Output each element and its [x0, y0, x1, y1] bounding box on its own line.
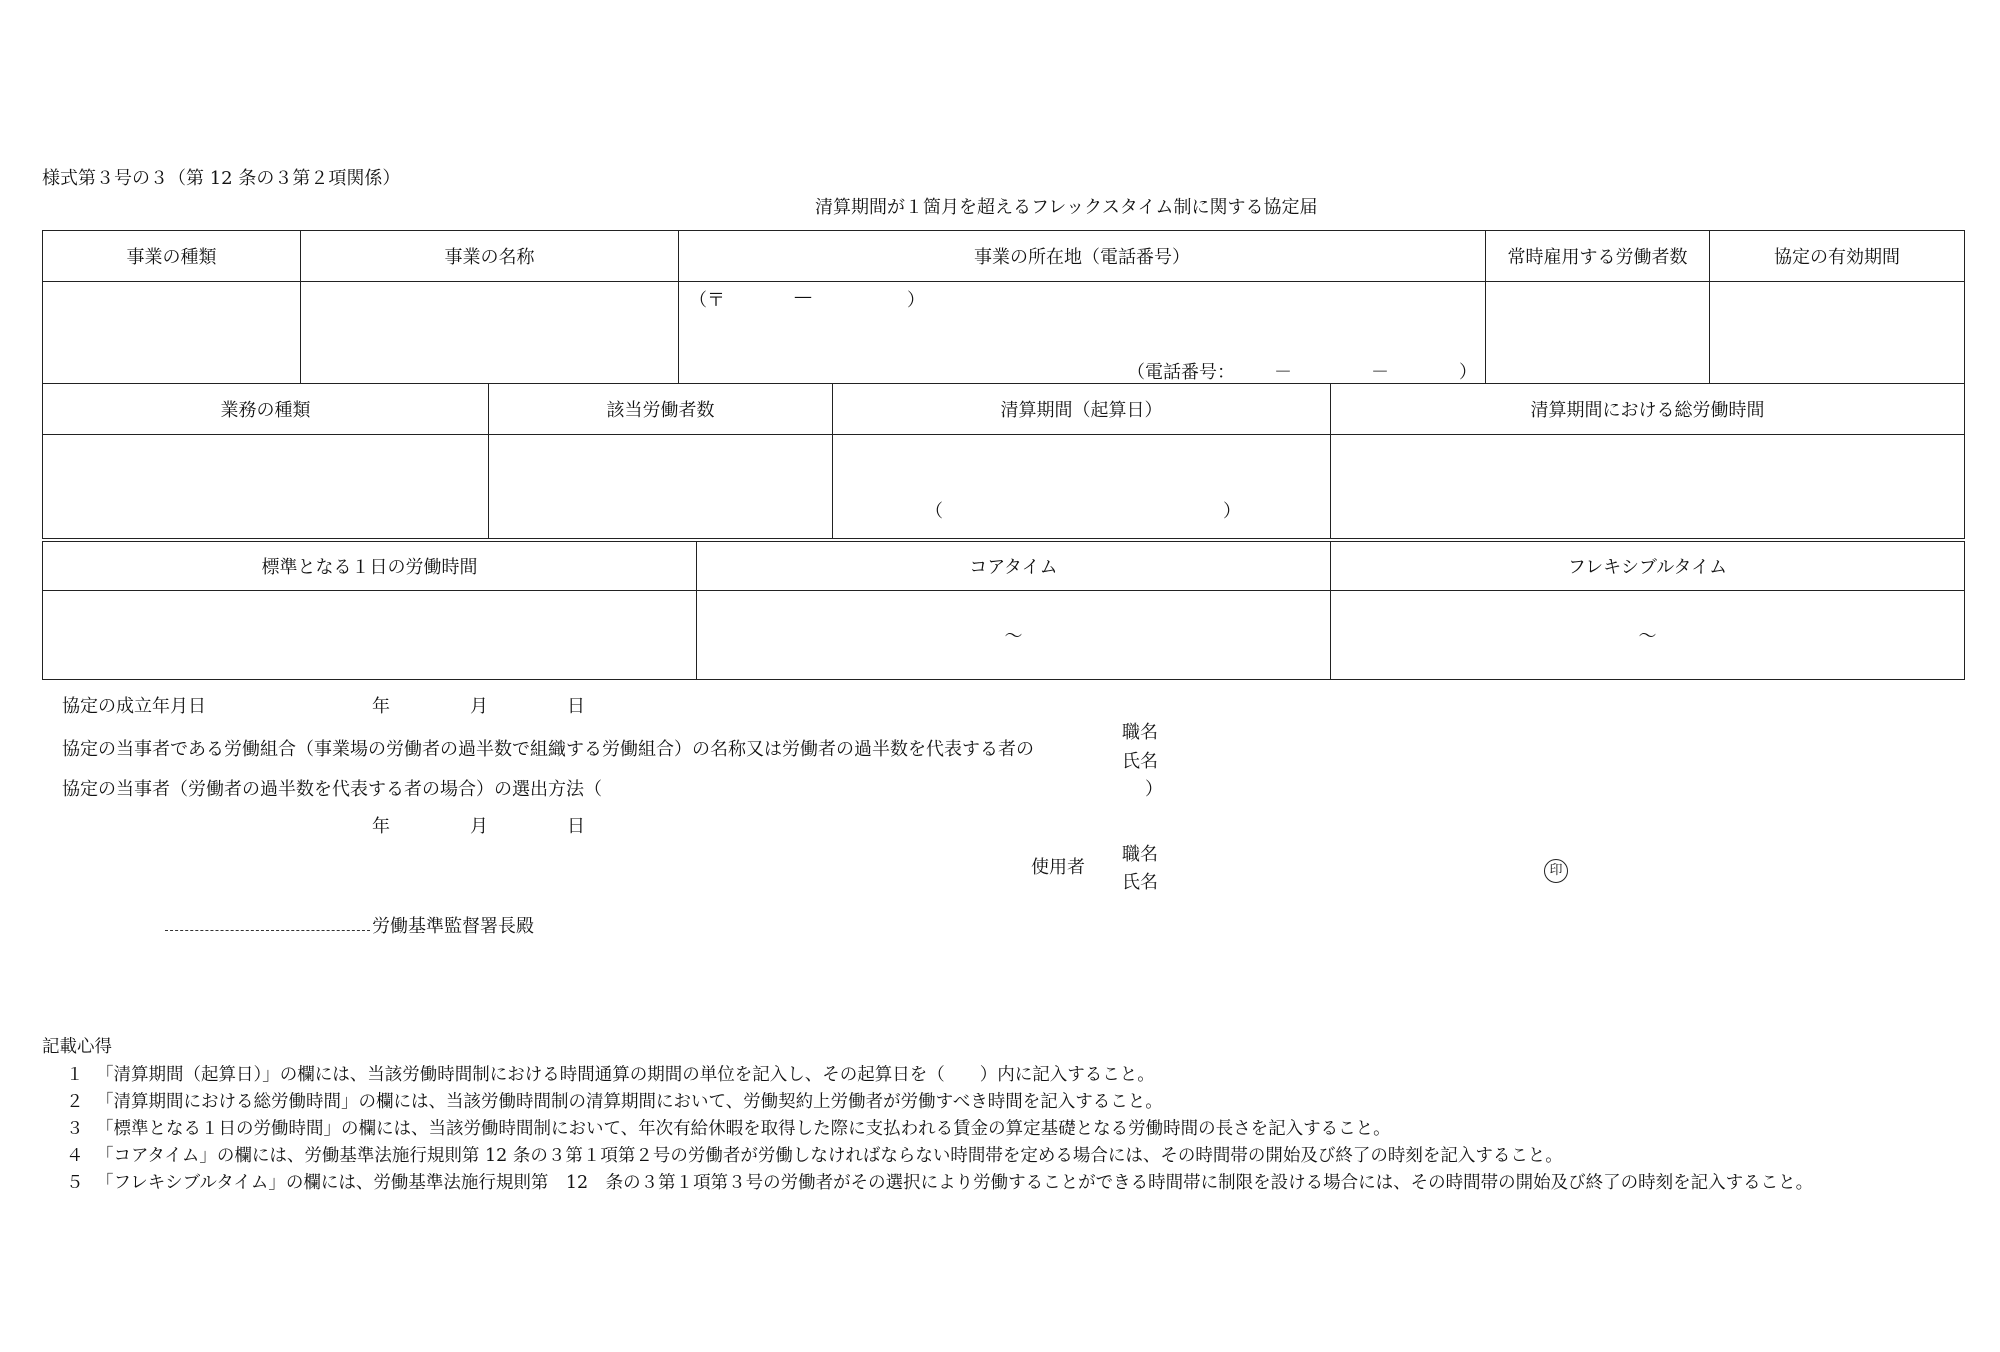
- note-text-2: 「清算期間における総労働時間」の欄には、当該労働時間制の清算期間において、労働契約上労働者が労働すべき時間を記入すること。: [96, 1092, 1163, 1112]
- agreement-day: 日: [567, 696, 585, 717]
- phone-dash-1: －: [1274, 362, 1292, 383]
- submission-month: 月: [470, 816, 488, 837]
- seal-icon: 印: [1544, 859, 1568, 883]
- employer-position-label: 職名: [1122, 844, 1158, 865]
- submission-year: 年: [372, 816, 390, 837]
- party-label: 協定の当事者である労働組合（事業場の労働者の過半数で組織する労働組合）の名称又は労働者の過半数を代表する者の: [62, 739, 1034, 760]
- header-business-location: 事業の所在地（電話番号）: [679, 231, 1486, 282]
- time-info-table: [42, 541, 1965, 680]
- header-worker-count: 常時雇用する労働者数: [1486, 231, 1710, 282]
- notes-heading: 記載心得: [42, 1037, 112, 1057]
- business-info-table: [42, 230, 1965, 384]
- header-standard-hours: 標準となる１日の労働時間: [43, 542, 697, 591]
- document-title: 清算期間が１箇月を超えるフレックスタイム制に関する協定届: [815, 197, 1318, 218]
- header-business-name: 事業の名称: [301, 231, 679, 282]
- employer-name-label: 氏名: [1122, 872, 1158, 893]
- phone-dash-2: －: [1371, 362, 1389, 383]
- employer-label: 使用者: [1031, 857, 1085, 878]
- note-text-4: 「コアタイム」の欄には、労働基準法施行規則第 12 条の３第１項第２号の労働者が労働しなければならない時間帯を定める場合には、その時間帯の開始及び終了の時刻を記入すること。: [96, 1146, 1563, 1166]
- settlement-period-field[interactable]: [833, 435, 1331, 539]
- note-number-4: ４: [66, 1146, 84, 1166]
- postal-close: ）: [907, 290, 925, 311]
- note-text-1: 「清算期間（起算日）」の欄には、当該労働時間制における時間通算の期間の単位を記入し、その起算日を（ ）内に記入すること。: [96, 1065, 1155, 1085]
- validity-period-field[interactable]: [1710, 282, 1965, 384]
- business-name-field[interactable]: [301, 282, 679, 384]
- postal-open: （〒: [689, 290, 725, 311]
- addressee-label: 労働基準監督署長殿: [372, 916, 534, 937]
- phone-close: ）: [1459, 362, 1477, 383]
- applicable-workers-field[interactable]: [489, 435, 833, 539]
- flexible-time-field[interactable]: ～: [1331, 591, 1965, 680]
- header-validity-period: 協定の有効期間: [1710, 231, 1965, 282]
- note-number-5: ５: [66, 1173, 84, 1193]
- phone-label: （電話番号：: [1127, 362, 1235, 383]
- selection-method-label: 協定の当事者（労働者の過半数を代表する者の場合）の選出方法（: [62, 779, 602, 800]
- form-number: 様式第３号の３（第 12 条の３第２項関係）: [42, 168, 401, 189]
- postal-dash: —: [794, 286, 812, 307]
- work-type-field[interactable]: [43, 435, 489, 539]
- header-core-time: コアタイム: [697, 542, 1331, 591]
- start-date-paren-close: ）: [1223, 501, 1241, 522]
- header-flexible-time: フレキシブルタイム: [1331, 542, 1965, 591]
- seal-mark: [1544, 859, 1568, 883]
- business-location-field[interactable]: [679, 282, 1486, 384]
- agreement-year: 年: [372, 696, 390, 717]
- header-total-work-hours: 清算期間における総労働時間: [1331, 384, 1965, 435]
- agreement-date-label: 協定の成立年月日: [62, 696, 206, 717]
- agreement-month: 月: [470, 696, 488, 717]
- header-work-type: 業務の種類: [43, 384, 489, 435]
- note-number-1: １: [66, 1065, 84, 1085]
- header-business-type: 事業の種類: [43, 231, 301, 282]
- header-applicable-workers: 該当労働者数: [489, 384, 833, 435]
- start-date-paren-open: （: [925, 501, 943, 522]
- standard-hours-field[interactable]: [43, 591, 697, 680]
- party-position-label: 職名: [1122, 722, 1158, 743]
- party-name-label: 氏名: [1122, 751, 1158, 772]
- work-info-table: [42, 383, 1965, 539]
- core-time-field[interactable]: ～: [697, 591, 1331, 680]
- note-text-3: 「標準となる１日の労働時間」の欄には、当該労働時間制において、年次有給休暇を取得した際に支払われる賃金の算定基礎となる労働時間の長さを記入すること。: [96, 1119, 1391, 1139]
- worker-count-field[interactable]: [1486, 282, 1710, 384]
- selection-method-close: ）: [1145, 779, 1163, 800]
- business-type-field[interactable]: [43, 282, 301, 384]
- total-work-hours-field[interactable]: [1331, 435, 1965, 539]
- note-number-3: ３: [66, 1119, 84, 1139]
- header-settlement-period: 清算期間（起算日）: [833, 384, 1331, 435]
- submission-day: 日: [567, 816, 585, 837]
- office-name-line: [165, 930, 370, 931]
- note-text-5: 「フレキシブルタイム」の欄には、労働基準法施行規則第 12 条の３第１項第３号の労働者がその選択により労働することができる時間帯に制限を設ける場合には、その時間帯の開始及び終了の時刻を記入すること。: [96, 1173, 1814, 1193]
- note-number-2: ２: [66, 1092, 84, 1112]
